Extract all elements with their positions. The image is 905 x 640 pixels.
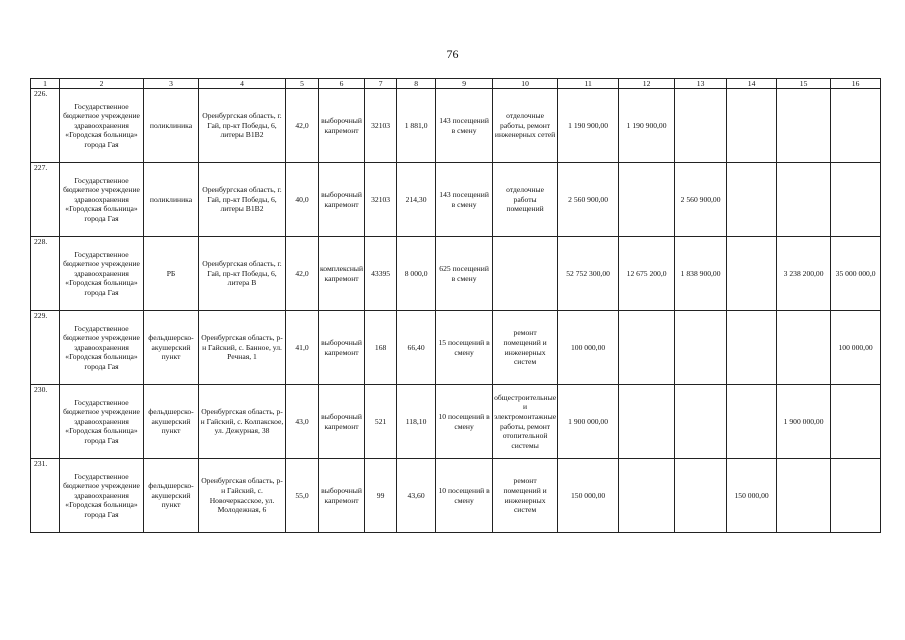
total-cost: 1 190 900,00	[558, 89, 619, 163]
capacity: 15 посещений в смену	[436, 311, 493, 385]
cell-col5: 42,0	[286, 89, 319, 163]
column-header: 10	[493, 79, 558, 89]
repair-type: выборочный капремонт	[319, 163, 365, 237]
cost-col13: 2 560 900,00	[675, 163, 727, 237]
cost-col16	[831, 385, 881, 459]
column-header: 9	[436, 79, 493, 89]
column-header: 6	[319, 79, 365, 89]
cost-col13: 1 838 900,00	[675, 237, 727, 311]
facility-type: поликлиника	[144, 89, 199, 163]
column-header: 14	[727, 79, 777, 89]
organization-name: Государственное бюджетное учреждение здравоохранения «Городская больница» города Гая	[60, 163, 144, 237]
cell-area: 8 000,0	[397, 237, 436, 311]
address: Оренбургская область, р-н Гайский, с. Банное, ул. Речная, 1	[199, 311, 286, 385]
total-cost: 150 000,00	[558, 459, 619, 533]
table-row	[31, 163, 881, 237]
column-header: 8	[397, 79, 436, 89]
column-header: 13	[675, 79, 727, 89]
column-header: 2	[60, 79, 144, 89]
cost-col16: 35 000 000,0	[831, 237, 881, 311]
works-description: ремонт помещений и инженерных систем	[493, 311, 558, 385]
column-header: 16	[831, 79, 881, 89]
row-number: 226.	[31, 89, 60, 163]
address: Оренбургская область, р-н Гайский, с. Колпакское, ул. Дежурная, 38	[199, 385, 286, 459]
cost-col14	[727, 89, 777, 163]
column-header: 3	[144, 79, 199, 89]
cost-col14	[727, 311, 777, 385]
repair-type: выборочный капремонт	[319, 459, 365, 533]
capacity: 10 посещений в смену	[436, 385, 493, 459]
facility-type: РБ	[144, 237, 199, 311]
repair-type: комплексный капремонт	[319, 237, 365, 311]
total-cost: 52 752 300,00	[558, 237, 619, 311]
cost-col12: 12 675 200,0	[619, 237, 675, 311]
cell-area: 43,60	[397, 459, 436, 533]
facility-type: фельдшерско-акушерский пункт	[144, 459, 199, 533]
organization-name: Государственное бюджетное учреждение здравоохранения «Городская больница» города Гая	[60, 311, 144, 385]
cell-col5: 41,0	[286, 311, 319, 385]
cell-col5: 42,0	[286, 237, 319, 311]
cell-col7: 32103	[365, 163, 397, 237]
cost-col14	[727, 237, 777, 311]
capacity: 10 посещений в смену	[436, 459, 493, 533]
cost-col13	[675, 89, 727, 163]
capacity: 625 посещений в смену	[436, 237, 493, 311]
repair-type: выборочный капремонт	[319, 89, 365, 163]
cell-col5: 55,0	[286, 459, 319, 533]
cost-col16	[831, 89, 881, 163]
organization-name: Государственное бюджетное учреждение здравоохранения «Городская больница» города Гая	[60, 385, 144, 459]
column-number-header	[31, 79, 881, 89]
works-description: общестроительные и электромонтажные работы, ремонт отопительной системы	[493, 385, 558, 459]
cell-col5: 43,0	[286, 385, 319, 459]
row-number: 230.	[31, 385, 60, 459]
cost-col12: 1 190 900,00	[619, 89, 675, 163]
table-row	[31, 237, 881, 311]
total-cost: 1 900 000,00	[558, 385, 619, 459]
cost-col12	[619, 311, 675, 385]
page-number: 76	[446, 47, 459, 61]
cost-col13	[675, 459, 727, 533]
capacity: 143 посещений в смену	[436, 163, 493, 237]
table-row	[31, 385, 881, 459]
organization-name: Государственное бюджетное учреждение здравоохранения «Городская больница» города Гая	[60, 459, 144, 533]
cost-col16	[831, 459, 881, 533]
cost-col16: 100 000,00	[831, 311, 881, 385]
cost-col15	[777, 89, 831, 163]
repair-type: выборочный капремонт	[319, 385, 365, 459]
column-header: 15	[777, 79, 831, 89]
cost-col15	[777, 311, 831, 385]
column-header: 7	[365, 79, 397, 89]
column-header: 4	[199, 79, 286, 89]
cell-col7: 99	[365, 459, 397, 533]
works-description	[493, 237, 558, 311]
cost-col12	[619, 459, 675, 533]
row-number: 229.	[31, 311, 60, 385]
cost-col14	[727, 385, 777, 459]
cell-col5: 40,0	[286, 163, 319, 237]
cost-col15: 3 238 200,00	[777, 237, 831, 311]
facility-type: фельдшерско-акушерский пункт	[144, 385, 199, 459]
capital-repair-table	[30, 78, 881, 533]
cell-area: 214,30	[397, 163, 436, 237]
repair-type: выборочный капремонт	[319, 311, 365, 385]
address: Оренбургская область, р-н Гайский, с. Новочеркасское, ул. Молодежная, 6	[199, 459, 286, 533]
table-row	[31, 459, 881, 533]
cell-col7: 168	[365, 311, 397, 385]
cell-col7: 32103	[365, 89, 397, 163]
capacity: 143 посещений в смену	[436, 89, 493, 163]
total-cost: 2 560 900,00	[558, 163, 619, 237]
organization-name: Государственное бюджетное учреждение здравоохранения «Городская больница» города Гая	[60, 237, 144, 311]
address: Оренбургская область, г. Гай, пр-кт Победы, 6, литера В	[199, 237, 286, 311]
works-description: отделочные работы, ремонт инженерных сетей	[493, 89, 558, 163]
cost-col13	[675, 311, 727, 385]
cost-col15	[777, 459, 831, 533]
cell-area: 118,10	[397, 385, 436, 459]
row-number: 227.	[31, 163, 60, 237]
cell-area: 1 881,0	[397, 89, 436, 163]
table-row	[31, 89, 881, 163]
facility-type: фельдшерско-акушерский пункт	[144, 311, 199, 385]
column-header: 1	[31, 79, 60, 89]
cost-col16	[831, 163, 881, 237]
address: Оренбургская область, г. Гай, пр-кт Победы, 6, литеры В1В2	[199, 89, 286, 163]
cost-col15	[777, 163, 831, 237]
row-number: 231.	[31, 459, 60, 533]
facility-type: поликлиника	[144, 163, 199, 237]
address: Оренбургская область, г. Гай, пр-кт Победы, 6, литеры В1В2	[199, 163, 286, 237]
works-description: отделочные работы помещений	[493, 163, 558, 237]
table-row	[31, 311, 881, 385]
total-cost: 100 000,00	[558, 311, 619, 385]
cost-col12	[619, 163, 675, 237]
organization-name: Государственное бюджетное учреждение здравоохранения «Городская больница» города Гая	[60, 89, 144, 163]
column-header: 11	[558, 79, 619, 89]
column-header: 12	[619, 79, 675, 89]
cost-col15: 1 900 000,00	[777, 385, 831, 459]
cost-col14: 150 000,00	[727, 459, 777, 533]
cost-col13	[675, 385, 727, 459]
cost-col14	[727, 163, 777, 237]
cost-col12	[619, 385, 675, 459]
row-number: 228.	[31, 237, 60, 311]
works-description: ремонт помещений и инженерных систем	[493, 459, 558, 533]
cell-col7: 43395	[365, 237, 397, 311]
column-header: 5	[286, 79, 319, 89]
cell-area: 66,40	[397, 311, 436, 385]
cell-col7: 521	[365, 385, 397, 459]
